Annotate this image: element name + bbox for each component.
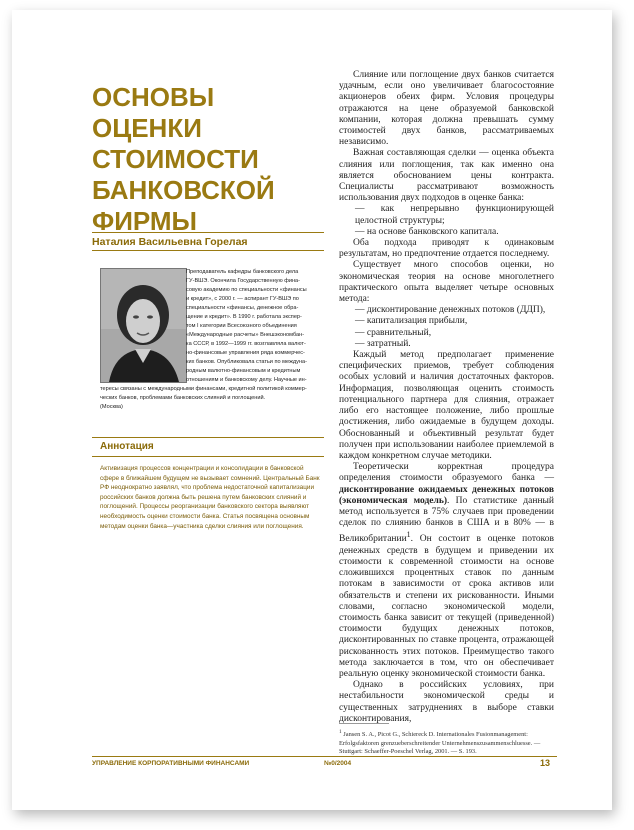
bio-line: Преподаватель кафедры банковского дела xyxy=(186,269,299,275)
journal-name: УПРАВЛЕНИЕ КОРПОРАТИВНЫМИ ФИНАНСАМИ xyxy=(92,760,250,767)
list-item: — сравнительный, xyxy=(355,327,432,338)
body-text: . Он состоит в оценке потоков денежных средств в будущем и приведении их стоимости к современной стоимости на основе сложившихся процентных ставок по данным потокам в зависимости от срока активов или обязательств и степени их рискованности. Иными словами, согласно экономической модели, стоимость банка зависит от текущей (приведенной) стоимости будущих денежных потоков, дисконтированных по ставке процента, отражающей рискованность этих потоков. Преимущество такого метода заключается в том, что он обеспечивает реальную оценку экономической стоимости банка. xyxy=(339,534,554,679)
body-text: Теоретически корректная процедура определения стоимости образуемого банка — xyxy=(339,462,554,484)
journal-page xyxy=(12,10,612,810)
annotation-heading: Аннотация xyxy=(100,441,154,452)
list-item: — дисконтирование денежных потоков (ДДП), xyxy=(355,305,546,316)
bio-line: совую академию по специальности «финансы xyxy=(186,287,307,293)
bio-line: ческих банков, проблемами банковских слияний и поглощений. xyxy=(100,395,266,401)
body-paragraph: Существует много способов оценки, но экономическая теория на основе многолетнего практического опыта выделяет четыре основных метода: xyxy=(339,260,554,305)
footnote xyxy=(339,728,554,757)
author-portrait-image xyxy=(101,269,186,382)
body-paragraph: Слияние или поглощение двух банков считается удачным, если оно увеличивает благосостояние акционеров обеих фирм. Условия процедуры отражаются на цене образуемой банковской компании, которая должна превышать сумму стоимостей двух банков, рассматриваемых независимо. xyxy=(339,70,554,148)
footnote-number: 1 xyxy=(339,729,342,735)
author-name: Наталия Васильевна Горелая xyxy=(92,236,248,248)
annotation-rule-bottom xyxy=(92,456,324,457)
body-paragraph: Каждый метод предполагает применение специфических приемов, требует соблюдения особых условий и наличия достаточных факторов. Информация, позволяющая оценить стоимость потенциального партнера для слияния, отражает либо его настоящее положение, либо прошлые достижения, либо ожидаемые в будущем доходы. Обоснованный и объективный результат будет получен при использовании наиболее приемлемой в каждом конкретном случае методики. xyxy=(339,350,554,461)
bio-line: отношениям и банковскому делу. Научные ин- xyxy=(186,377,307,383)
body-column xyxy=(339,70,554,725)
footnote-ref: 1 xyxy=(406,530,411,540)
list-item: — капитализация прибыли, xyxy=(355,316,468,327)
footnote-rule xyxy=(339,723,389,724)
list-item: — затратный. xyxy=(355,338,411,349)
body-paragraph: Однако в российских условиях, при нестабильности экономической среды и существенных затруднениях в выборе ставки дисконтирования, xyxy=(339,680,554,724)
author-photo xyxy=(100,268,187,383)
bio-line: и кредит», с 2000 г. — аспирант ГУ-ВШЭ по xyxy=(186,296,299,302)
bio-line: родным валютно-финансовым и кредитным xyxy=(186,368,301,374)
author-rule-bottom xyxy=(92,250,324,251)
annotation-rule xyxy=(92,437,324,438)
key-term: дисконтирование ожидаемых денежных потоков (экономическая модель) xyxy=(339,484,554,506)
list-item: — как непрерывно функционирующей целостной структуры; xyxy=(355,204,554,226)
bio-line: но-финансовые управления ряда коммерчес- xyxy=(186,350,305,356)
bio-line: (Москва) xyxy=(100,404,123,410)
bio-line: том I категории Всесоюзного объединения xyxy=(186,323,297,329)
issue-number: №0/2004 xyxy=(324,760,352,767)
footer-rule xyxy=(92,756,557,757)
article-title: ОСНОВЫ ОЦЕНКИ СТОИМОСТИ БАНКОВСКОЙ ФИРМЫ xyxy=(92,82,275,236)
page-number: 13 xyxy=(540,758,551,768)
author-rule xyxy=(92,232,324,233)
list-item: — на основе банковского капитала. xyxy=(355,226,499,237)
body-paragraph: Оба подхода приводят к одинаковым результатам, но предпочтение отдается последнему. xyxy=(339,238,554,260)
bio-line: ких банков. Опубликовала статьи по междуна- xyxy=(186,359,307,365)
bio-line: «Международные расчеты» Внешэкономбан- xyxy=(186,332,305,338)
bio-line: щение и кредит». В 1990 г. работала экспер- xyxy=(186,314,302,320)
bio-line: ГУ-ВШЭ. Окончила Государственную фина- xyxy=(186,278,301,284)
bio-line: ка СССР, в 1992—1999 гг. возглавляла валют- xyxy=(186,341,306,347)
bio-line: специальности «финансы, денежное обра- xyxy=(186,305,299,311)
body-paragraph: Важная составляющая сделки — оценка объекта слияния или поглощения, так как именно она является обоснованием цены контракта. Специалисты рассматривают возможность использования двух подходов в оценке банка: xyxy=(339,148,554,204)
footnote-text: Jansen S. A., Picot G., Schiereck D. Internationales Fusionmanagement: Erfolgsfaktoren grenzueberschreitender Unternehmenszusammenschluesse. — Stuttgart: Schaeffer-Poeschel Verlag, 2001. — S. 193. xyxy=(339,731,541,756)
body-text: . По статистике данный метод используется в 75% случаев при проведении сделок по слиянию банков в США и в 80% — в Великобритании xyxy=(339,495,554,545)
annotation-text: Активизация процессов концентрации и консолидации в банковской сфере в ближайшем будущем не вызывает сомнений. Центральный Банк РФ неоднократно заявлял, что проблема недостаточной капитализации российских банков должна быть решена путем банковских слияний и поглощений. Процессы реорганизации банковского сектора выявляют необходимость оценки стоимости банка. Статья посвящена основным методам оценки банка—участника сделки слияния или поглощения. xyxy=(100,465,320,530)
bio-line: тересы связаны с международными финансами, кредитной политикой коммер- xyxy=(100,386,307,392)
body-paragraph xyxy=(339,462,554,680)
